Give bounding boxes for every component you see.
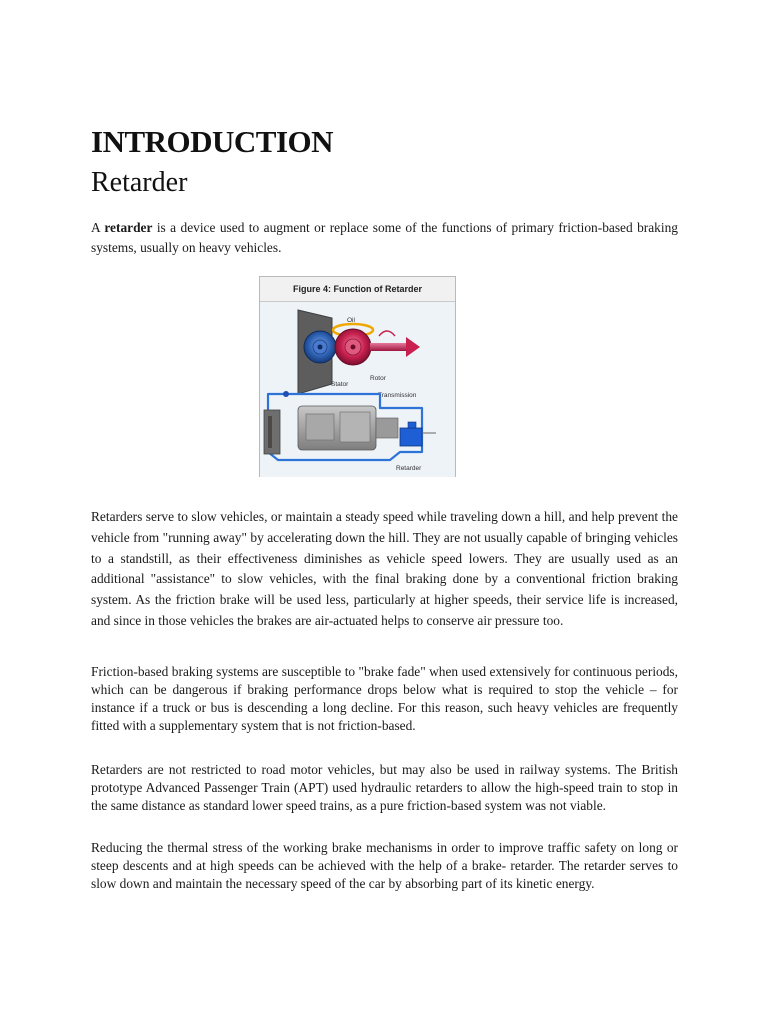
- retarder-label: Retarder: [396, 465, 422, 472]
- figure-illustration: [260, 302, 455, 477]
- intro-rest: is a device used to augment or replace some of the functions of primary friction-based braking systems, usually on heavy vehicles.: [91, 220, 678, 255]
- paragraph-friction-based: Friction-based braking systems are susceptible to "brake fade" when used extensively for continuous periods, which can be dangerous if braking performance drops below what is required to stop the vehicle – for instance if a truck or bus is descending a long decline. For this reason, such heavy vehicles are frequently fitted with a supplementary system that is not friction-based.: [91, 664, 678, 733]
- retarder-diagram: [260, 302, 455, 477]
- intro-lead: A: [91, 220, 105, 235]
- retarder-unit: [400, 428, 422, 446]
- stator-label: Stator: [331, 381, 349, 388]
- paragraph-railway: Retarders are not restricted to road motor vehicles, but may also be used in railway systems. The British prototype Advanced Passenger Train (APT) used hydraulic retarders to allow the high-speed train to stop in the same distance as standard lower speed trains, as a pure friction-based system was not viable.: [91, 762, 678, 813]
- intro-paragraph: [91, 218, 678, 258]
- retarder-figure: [259, 276, 456, 477]
- page-title: INTRODUCTION: [91, 124, 334, 159]
- figure-caption: Figure 4: Function of Retarder: [260, 277, 455, 302]
- oil-label: Oil: [347, 317, 355, 324]
- rotor-shaft: [370, 343, 406, 351]
- intro-term: retarder: [104, 220, 153, 235]
- rotor-label: Rotor: [370, 375, 386, 382]
- section-title: Retarder: [91, 167, 188, 198]
- paragraph-retarders-serve: Retarders serve to slow vehicles, or maintain a steady speed while traveling down a hill, and help prevent the vehicle from "running away" by accelerating down the hill. They are not usually capable of bringing vehicles to a standstill, as their effectiveness diminishes as vehicle speed lowers. They are usually used as an additional "assistance" to slow vehicles, with the final braking done by a conventional friction braking system. As the friction brake will be used less, particularly at higher speeds, their service life is increased, and since in those vehicles the brakes are air-actuated helps to conserve air pressure too.: [91, 509, 678, 628]
- transmission-label: Transmission: [378, 392, 417, 399]
- circuit-node: [283, 391, 289, 397]
- shaft-arrow: [406, 337, 420, 357]
- paragraph-thermal-stress: Reducing the thermal stress of the working brake mechanisms in order to improve traffic safety on long or steep descents and at high speeds can be achieved with the help of a brake- retarder. The retarder serves to slow down and maintain the necessary speed of the car by absorbing part of its kinetic energy.: [91, 840, 678, 891]
